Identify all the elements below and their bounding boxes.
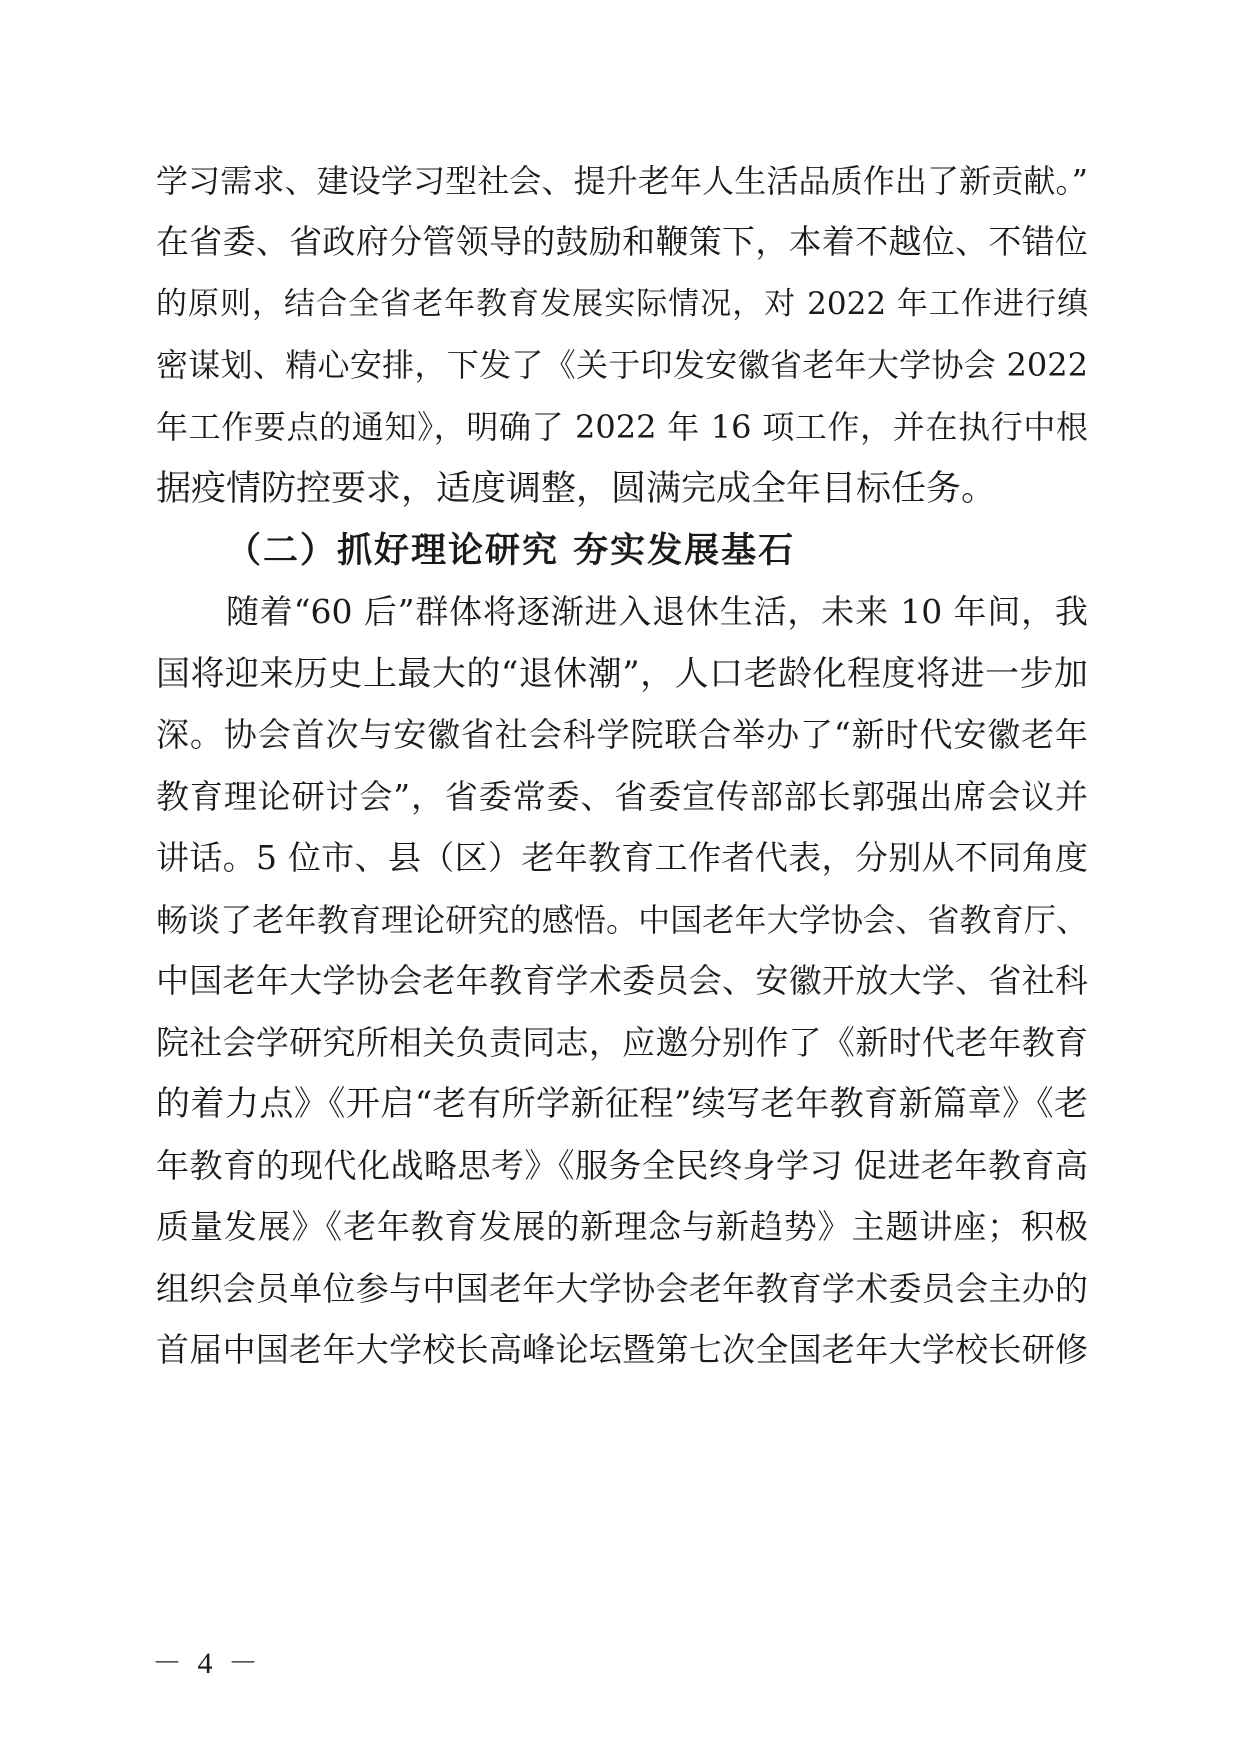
paragraph-1-line-5: 年工作要点的通知》，明确了 2022 年 16 项工作，并在执行中根 [156,408,1088,446]
paragraph-2-line-9: 的着力点》《开启“老有所学新征程”续写老年教育新篇章》《老 [156,1084,1088,1124]
paragraph-1-line-6: 据疫情防控要求，适度调整，圆满完成全年目标任务。 [156,469,997,509]
page-number: － 4 － [152,1647,262,1680]
paragraph-2-line-11: 质量发展》《老年教育发展的新理念与新趋势》主题讲座；积极 [156,1207,1088,1246]
paragraph-2-line-5: 讲话。5 位市、县（区）老年教育工作者代表，分别从不同角度 [156,838,1088,877]
section-heading: （二）抓好理论研究 夯实发展基石 [226,531,796,571]
paragraph-2-line-6: 畅谈了老年教育理论研究的感悟。中国老年大学协会、省教育厅、 [156,901,1088,939]
paragraph-2-line-1: 随着“60 后”群体将逐渐进入退休生活，未来 10 年间，我 [226,592,1088,631]
paragraph-2-line-2: 国将迎来历史上最大的“退休潮”，人口老龄化程度将进一步加 [156,654,1088,694]
paragraph-2-line-8: 院社会学研究所相关负责同志，应邀分别作了《新时代老年教育 [156,1023,1088,1062]
paragraph-2-line-7: 中国老年大学协会老年教育学术委员会、安徽开放大学、省社科 [156,961,1088,1000]
paragraph-1-line-4: 密谋划、精心安排，下发了《关于印发安徽省老年大学协会 2022 [156,346,1088,384]
paragraph-2-line-3: 深。协会首次与安徽省社会科学院联合举办了“新时代安徽老年 [156,715,1088,754]
paragraph-1-line-2: 在省委、省政府分管领导的鼓励和鞭策下，本着不越位、不错位 [156,222,1088,261]
paragraph-2-line-13: 首届中国老年大学校长高峰论坛暨第七次全国老年大学校长研修 [156,1330,1088,1369]
paragraph-2-line-4: 教育理论研讨会”，省委常委、省委宣传部部长郭强出席会议并 [156,777,1088,816]
paragraph-1-line-1: 学习需求、建设学习型社会、提升老年人生活品质作出了新贡献。” [156,162,1088,200]
paragraph-2-line-12: 组织会员单位参与中国老年大学协会老年教育学术委员会主办的 [156,1269,1088,1308]
paragraph-1-line-3: 的原则，结合全省老年教育发展实际情况，对 2022 年工作进行缜 [156,286,1088,322]
paragraph-2-line-10: 年教育的现代化战略思考》《服务全民终身学习 促进老年教育高 [156,1146,1088,1185]
